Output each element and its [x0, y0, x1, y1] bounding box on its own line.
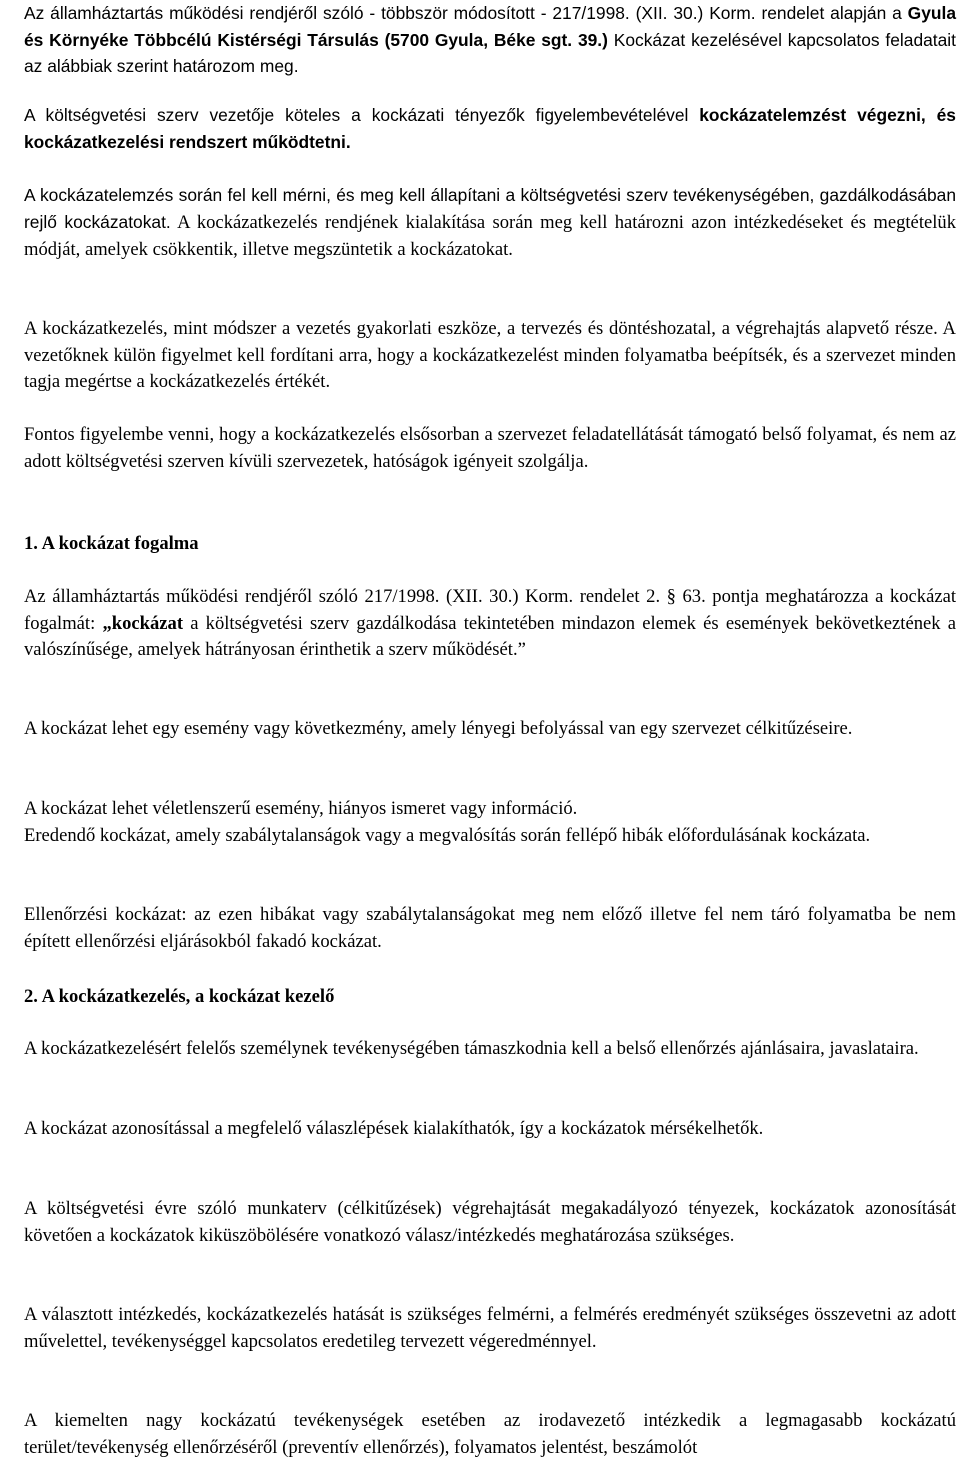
organization-name: Gyula és Környéke Többcélú Kistérségi Társulás (5700 Gyula, Béke sgt. 39.) — [24, 3, 956, 50]
risk-method-text-end: A vezetőknek külön figyelmet kell fordítani arra, hogy a kockázatkezelést minden folyamatba beépítsék, és a szervezet minden tagja megértse a kockázatkezelés értékét. — [24, 318, 956, 392]
chosen-measure-paragraph: A választott intézkedés, kockázatkezelés hatását is szükséges felmérni, a felmérés eredményét szükséges összevetni az adott művelettel, tevékenységgel kapcsolatos eredetileg tervezett végeredménnyel. — [24, 1304, 956, 1352]
definition-term: „kockázat — [102, 612, 184, 634]
important-paragraph: Fontos figyelembe venni, hogy a kockázatkezelés elsősorban a szervezet feladatellátását támogató belső folyamat, és nem az adott költségvetési szerven kívüli szervezetek, hatóságok igényeit szolgálja. — [24, 424, 956, 472]
definition-paragraph — [24, 584, 956, 664]
risk-method-paragraph — [24, 316, 956, 396]
leader-duty-bold: kockázatelemzést végezni, és kockázatkezelési rendszert működtetni. — [24, 105, 956, 152]
risk-analysis-text: A kockázatelemzés során fel kell mérni, és meg kell állapítani a költségvetési szerv tevékenységében, gazdálkodásában rejlő kockázatokat. — [24, 185, 956, 232]
high-risk-paragraph: A kiemelten nagy kockázatú tevékenységek esetében az irodavezető intézkedik a legmagasabb kockázatú terület/tevékenység ellenőrzéséről (preventív ellenőrzés), folyamatos jelentést, beszámolót — [24, 1410, 956, 1458]
intro-text-end: Kockázat kezelésével kapcsolatos feladatait az alábbiak szerint határozom meg. — [24, 29, 956, 76]
risk-types-paragraph — [24, 796, 956, 849]
leader-duty-text: A költségvetési szerv vezetője köteles a kockázati tényezők figyelembevételével — [24, 105, 700, 125]
definition-text-end: a költségvetési szerv gazdálkodása tekintetében mindazon elemek és események bekövetkeztének a valószínűsége, amelyek hátrányosan érinthetik a szerv működését.” — [24, 612, 956, 660]
section-heading-2: 2. A kockázatkezelés, a kockázat kezelő — [24, 986, 335, 1007]
section-heading-1: 1. A kockázat fogalma — [24, 533, 199, 554]
responsible-paragraph: A kockázatkezelésért felelős személynek tevékenységében támaszkodnia kell a belső ellenőrzés ajánlásaira, javaslataira. — [24, 1038, 919, 1059]
work-plan-paragraph: A költségvetési évre szóló munkaterv (célkitűzések) végrehajtását megakadályozó tényezek, kockázatok azonosítását követően a kockázatok kiküszöbölésére vonatkozó válasz/intézkedés meghatározása szükséges. — [24, 1198, 956, 1246]
risk-analysis-text-end: A kockázatkezelés rendjének kialakítása során meg kell határozni azon intézkedéseket és megtételük módját, amelyek csökkentik, illetve megszüntetik a kockázatokat. — [24, 211, 956, 260]
risk-analysis-paragraph — [24, 182, 956, 264]
risk-method-text: A kockázatkezelés, mint módszer a vezetés gyakorlati eszköze, a tervezés és döntéshozatal, a végrehajtás alapvető része. — [24, 318, 938, 339]
intro-paragraph — [24, 0, 956, 80]
definition-text: Az államháztartás működési rendjéről szóló 217/1998. (XII. 30.) Korm. rendelet 2. § 63. pontja meghatározza a kockázat fogalmát: — [24, 586, 956, 634]
leader-duty-paragraph — [24, 102, 956, 155]
control-risk-paragraph: Ellenőrzési kockázat: az ezen hibákat vagy szabálytalanságokat meg nem előző illetve fel nem táró folyamatba be nem épített ellenőrzési eljárásokból fakadó kockázat. — [24, 904, 956, 952]
risk-event-paragraph: A kockázat lehet egy esemény vagy következmény, amely lényegi befolyással van egy szervezet célkitűzéseire. — [24, 718, 853, 739]
random-risk-line: A kockázat lehet véletlenszerű esemény, hiányos ismeret vagy információ. — [24, 798, 578, 819]
inherent-risk-line: Eredendő kockázat, amely szabálytalanságok vagy a megvalósítás során fellépő hibák előfordulásának kockázata. — [24, 824, 871, 846]
identification-paragraph: A kockázat azonosítással a megfelelő válaszlépések kialakíthatók, így a kockázatok mérsékelhetők. — [24, 1118, 764, 1139]
intro-text: Az államháztartás működési rendjéről szóló - többször módosított - 217/1998. (XII. 30.) Korm. rendelet alapján a — [24, 3, 908, 23]
